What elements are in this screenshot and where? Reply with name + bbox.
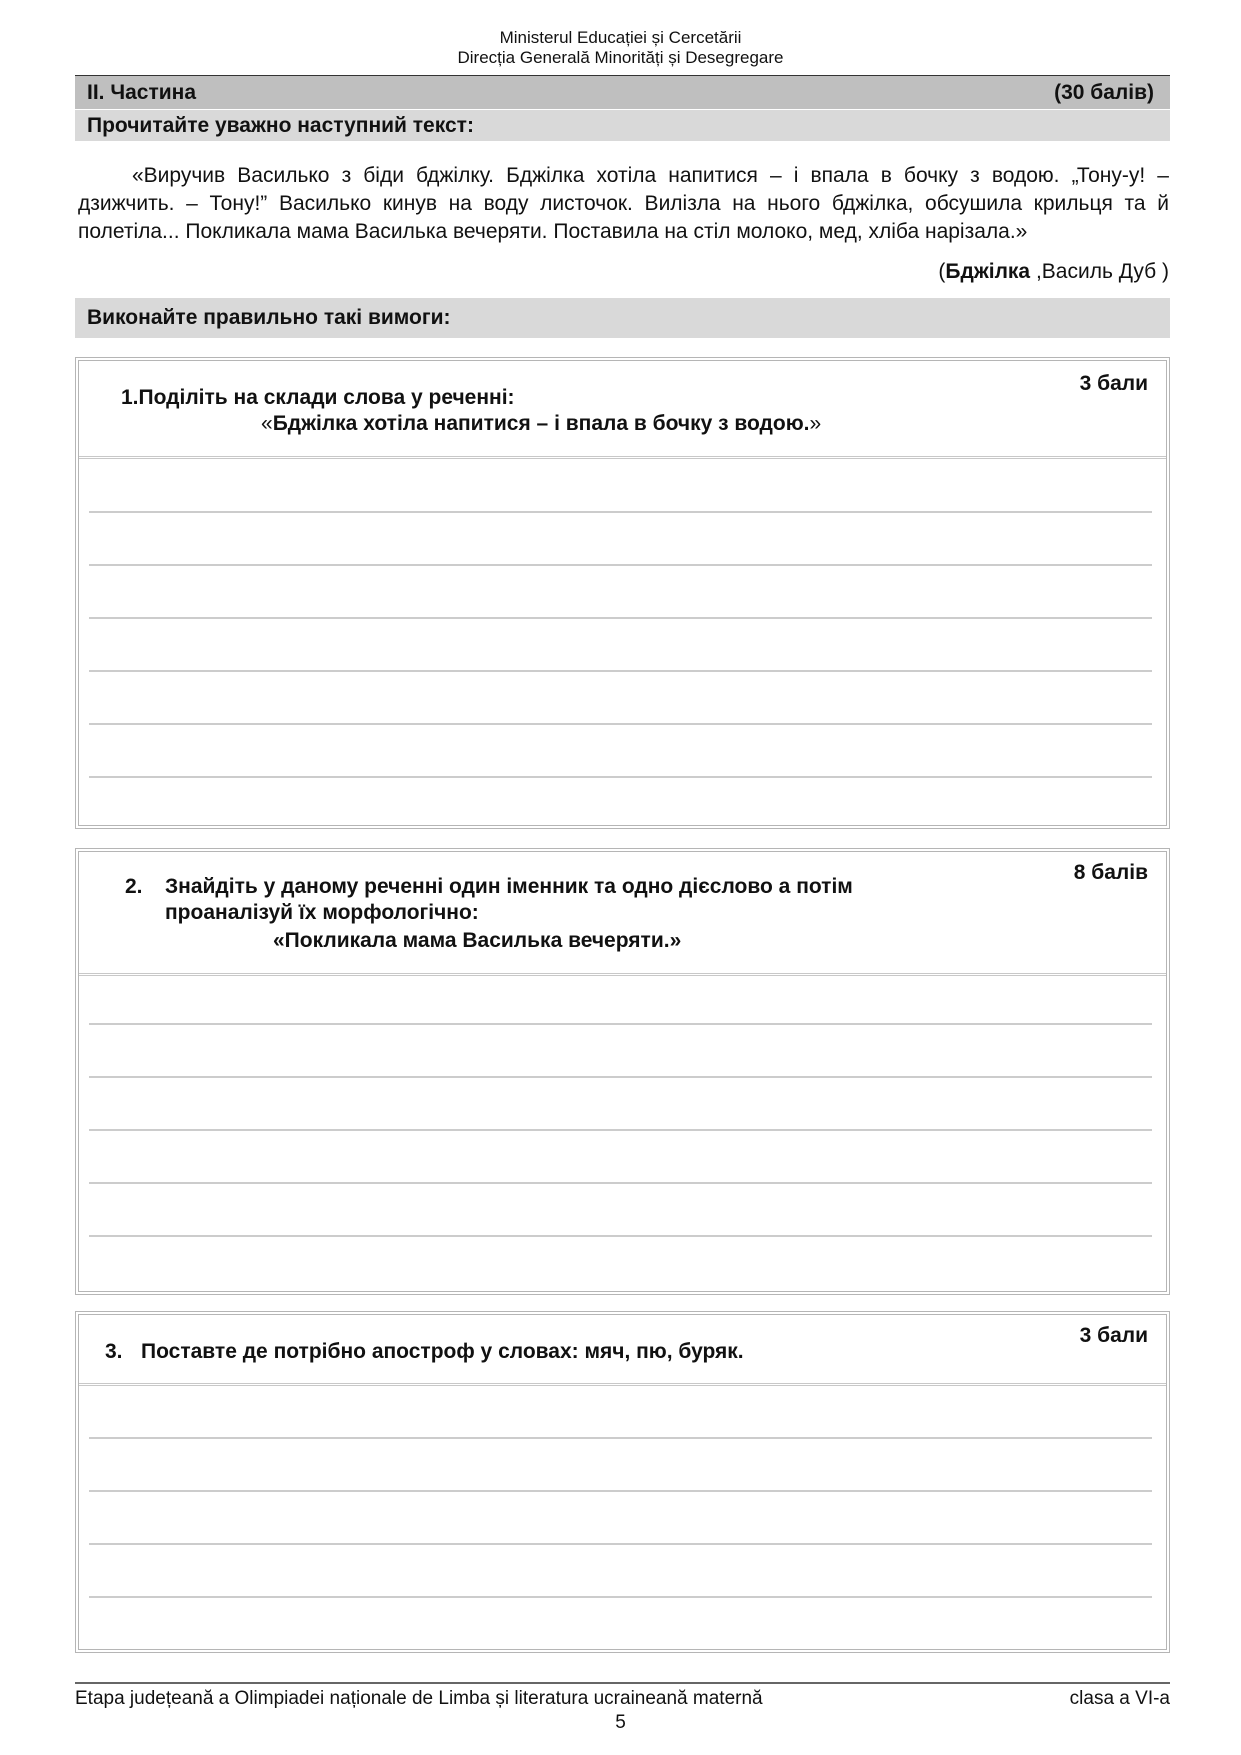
tasks-instruction: Виконайте правильно такі вимоги: — [87, 306, 451, 329]
answer-line[interactable] — [89, 723, 1152, 725]
task-3-text: Поставте де потрібно апостроф у словах: мяч, пю, буряк. — [141, 1340, 744, 1363]
footer-grade: clasa a VI-a — [1069, 1688, 1170, 1709]
task-2-text-line2: проаналізуй їх морфологічно: — [165, 901, 479, 924]
footer-divider — [75, 1682, 1170, 1684]
answer-line[interactable] — [89, 1235, 1152, 1237]
task-1-text: Поділіть на склади слова у реченні: — [138, 386, 515, 409]
attribution-open: ( — [938, 260, 946, 283]
task-2-points: 8 балів — [1073, 861, 1148, 884]
part-title: II. Частина — [87, 81, 197, 104]
answer-line[interactable] — [89, 1076, 1152, 1078]
task-1-header — [79, 361, 1166, 459]
directorate-name: Direcția Generală Minorități și Desegregare — [457, 48, 784, 67]
task-1-prompt — [121, 385, 515, 411]
document-header — [0, 28, 1241, 68]
attribution-author: ,Василь Дуб ) — [1030, 260, 1169, 283]
task-1-points: 3 бали — [1079, 372, 1148, 395]
task-2-box — [75, 848, 1170, 1295]
task-1-box — [75, 357, 1170, 829]
task-1-quote — [261, 411, 821, 437]
task-3-box — [75, 1311, 1170, 1653]
passage-attribution — [938, 260, 1169, 284]
answer-line[interactable] — [89, 776, 1152, 778]
answer-line[interactable] — [89, 564, 1152, 566]
answer-line[interactable] — [89, 1543, 1152, 1545]
task-3-header — [79, 1315, 1166, 1386]
task-1-quote-open: « — [261, 412, 273, 435]
answer-line[interactable] — [89, 1437, 1152, 1439]
task-1-quote-text: Бджілка хотіла напитися – і впала в бочку з водою. — [272, 412, 810, 435]
attribution-title: Бджілка — [945, 260, 1031, 283]
ministry-name: Ministerul Educației și Cercetării — [499, 28, 742, 47]
part-title-bar — [75, 75, 1170, 109]
footer-competition: Etapa județeană a Olimpiadei naționale de Limba și literatura ucraineană maternă — [75, 1688, 763, 1709]
answer-line[interactable] — [89, 1596, 1152, 1598]
part-points: (30 балів) — [1054, 81, 1154, 104]
task-3-number: 3. — [105, 1340, 123, 1363]
answer-line[interactable] — [89, 1182, 1152, 1184]
reading-passage: «Виручив Василько з біди бджілку. Бджілка хотіла напитися – і впала в бочку з водою. „Тону-у! – дзижчить. – Тону!” Василько кинув на воду листочок. Вилізла на нього бджілка, обсушила крильця та й полетіла... Покликала мама Василька вечеряти. Поставила на стіл молоко, мед, хліба нарізала.» — [78, 164, 1169, 243]
answer-line[interactable] — [89, 617, 1152, 619]
task-2-text-line1: Знайдіть у даному реченні один іменник та одно дієслово а потім — [165, 875, 853, 898]
task-2-header — [79, 852, 1166, 976]
task-1-number: 1. — [121, 386, 139, 409]
task-3-points: 3 бали — [1079, 1324, 1148, 1347]
answer-line[interactable] — [89, 511, 1152, 513]
tasks-instruction-bar — [75, 298, 1170, 338]
read-instruction-bar — [75, 110, 1170, 141]
task-2-number: 2. — [125, 875, 143, 898]
read-instruction: Прочитайте уважно наступний текст: — [87, 114, 474, 137]
page-number: 5 — [615, 1712, 626, 1733]
answer-line[interactable] — [89, 1129, 1152, 1131]
answer-line[interactable] — [89, 1490, 1152, 1492]
task-1-quote-close: » — [809, 412, 822, 435]
answer-line[interactable] — [89, 1023, 1152, 1025]
task-2-quote: «Покликала мама Василька вечеряти.» — [273, 929, 682, 952]
answer-line[interactable] — [89, 670, 1152, 672]
